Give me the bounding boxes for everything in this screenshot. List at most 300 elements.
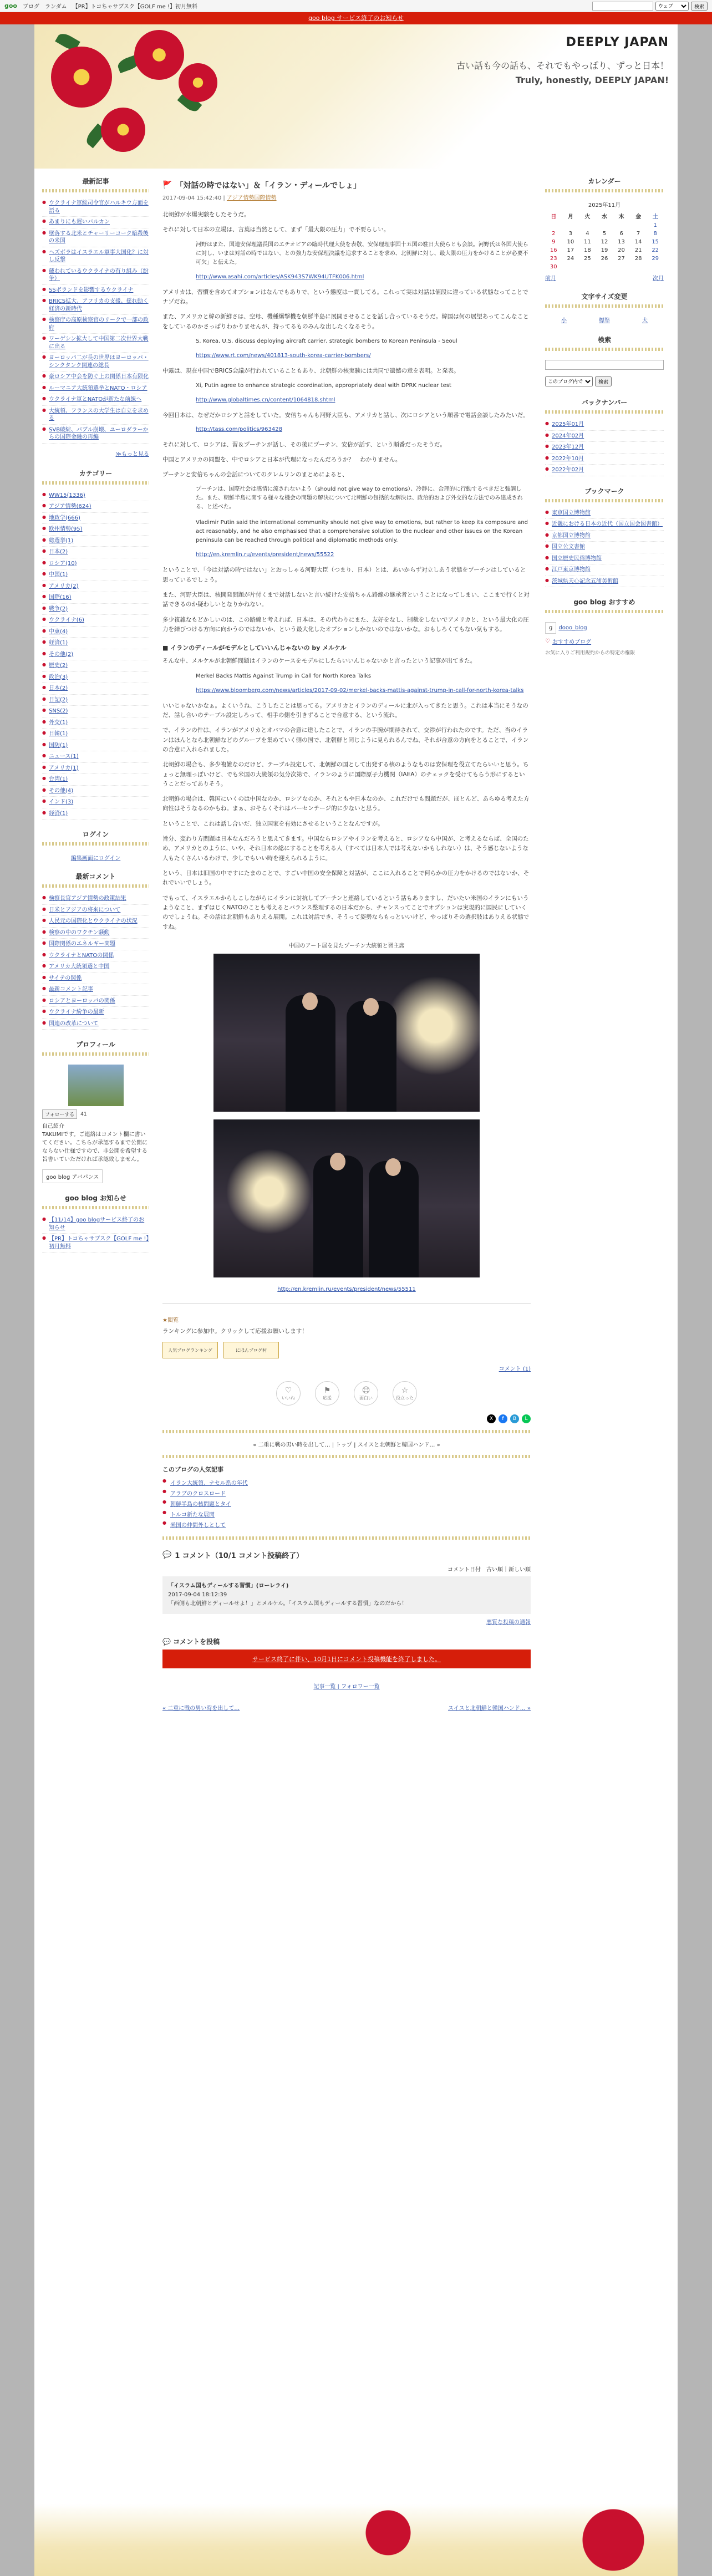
recommend-blog-text[interactable]: おすすめブログ <box>552 639 592 645</box>
comments-closed-notice <box>162 1650 531 1668</box>
calendar-day <box>545 221 562 230</box>
popular-item-link[interactable]: トルコ新たな展開 <box>170 1512 215 1519</box>
goo-ad-box[interactable] <box>42 1169 103 1183</box>
reaction-label: 役立った <box>396 1395 414 1401</box>
category-item-link[interactable]: 欧州情勢(95) <box>49 526 83 532</box>
category-item <box>42 627 149 638</box>
calendar-day[interactable]: 14 <box>634 239 642 245</box>
category-item-link[interactable]: 日韓(1) <box>49 731 68 737</box>
goo-blog-link[interactable] <box>545 622 664 634</box>
font-size-normal[interactable]: 標準 <box>599 318 610 324</box>
blog-search-button[interactable]: 検索 <box>595 376 612 386</box>
calendar-day <box>630 221 647 230</box>
category-item-link[interactable]: ニュース(1) <box>49 754 79 760</box>
category-item <box>42 729 149 740</box>
top-search-button[interactable]: 検索 <box>691 2 708 11</box>
next-post-link[interactable]: スイスと北朝鮮と韓国ハンド… » <box>448 1706 531 1712</box>
backnumber-item <box>545 419 664 431</box>
calendar-day[interactable]: 17 <box>567 247 574 253</box>
category-item <box>42 808 149 820</box>
recent-comment-item-link[interactable]: ロシアとヨーロッパの関係 <box>49 997 115 1004</box>
recent-comments-heading: 最新コメント <box>42 867 149 893</box>
category-item-link[interactable]: 国際(16) <box>49 594 72 600</box>
blog-subtitle-ja: 古い話も今の話も、それでもやっぱり、ずっと日本！ <box>456 60 669 71</box>
recommend-blog[interactable] <box>545 637 664 645</box>
category-item-link[interactable]: アメリカ(2) <box>49 583 79 589</box>
category-item-link[interactable]: 歴史(2) <box>49 663 68 669</box>
popular-item-link[interactable]: イラン大統領、ナセル系の年代 <box>170 1480 248 1487</box>
calendar-day[interactable]: 7 <box>636 231 640 237</box>
recent-post-item <box>42 217 149 228</box>
blog-subtitle-en: Truly, honestly, DEEPLY JAPAN! <box>515 74 669 85</box>
goo-info-item <box>42 1234 149 1253</box>
quote: Xi, Putin agree to enhance strategic coordination, appropriately deal with DPRK nuclear test <box>196 383 451 389</box>
calendar-day[interactable]: 8 <box>653 231 657 237</box>
backnumber-heading: バックナンバー <box>545 393 664 419</box>
category-item <box>42 717 149 729</box>
photo-caption: 中国のアート展を見たプーチン大統領と習主席 <box>288 943 405 949</box>
category-item-link[interactable]: 外交(1) <box>49 719 68 726</box>
source-link[interactable]: http://tass.com/politics/963428 <box>196 426 282 432</box>
more-posts-link[interactable]: ≫もっと見る <box>115 451 149 457</box>
category-item <box>42 763 149 775</box>
category-item-link[interactable]: 日本(2) <box>49 549 68 555</box>
comments-closed-link[interactable]: サービス終了に伴い、10月1日にコメント投稿機能を終了しました。 <box>252 1656 441 1663</box>
recent-comment-item-link[interactable]: 検察の中のワクチン騒動 <box>49 929 110 936</box>
recent-posts-heading: 最新記事 <box>42 172 149 198</box>
comment-sort[interactable]: コメント日付 古い順｜新しい順 <box>447 1567 531 1574</box>
category-item-link[interactable]: 経済(1) <box>49 640 68 646</box>
recent-comment-item <box>42 916 149 928</box>
reaction-like-button[interactable] <box>276 1381 301 1406</box>
paragraph: ということで、これは話し合いだ、独立国家を有効にさせるということなんですが。 <box>162 820 384 827</box>
recent-comment-item <box>42 1019 149 1030</box>
category-item-link[interactable]: 経済(1) <box>49 810 68 817</box>
share-buttons <box>162 1414 531 1423</box>
category-item <box>42 672 149 684</box>
goo-logo[interactable]: goo <box>4 2 17 9</box>
backnumber-item-link[interactable]: 2025年01月 <box>552 421 584 427</box>
right-sidebar <box>541 169 668 1726</box>
popular-item-link[interactable]: 朝鮮半島の核問題とタイ <box>170 1501 231 1508</box>
backnumber-item <box>545 454 664 465</box>
calendar-day[interactable]: 15 <box>652 239 659 245</box>
line-share-icon[interactable]: L <box>522 1414 531 1423</box>
calendar-day-header: 月 <box>567 214 573 220</box>
report-link[interactable]: 悪質な投稿の通報 <box>486 1620 531 1626</box>
calendar-day[interactable]: 16 <box>550 247 557 253</box>
top-search <box>592 2 708 11</box>
blog-title[interactable]: DEEPLY JAPAN <box>566 35 669 49</box>
reaction-cheer-button[interactable] <box>315 1381 339 1406</box>
category-item-link[interactable]: その他(4) <box>49 787 74 794</box>
recent-post-item-link[interactable]: BRICS拡大、アフリカの支援、揺れ動く経済の新時代 <box>49 298 149 312</box>
recent-post-item-link[interactable]: 大統領、フランスの大学生は自立を求める <box>49 408 149 421</box>
popular-item <box>162 1477 531 1488</box>
category-item-link[interactable]: ウクライナ(6) <box>49 617 84 623</box>
paragraph: ということで、「今は対話の時ではない」とおっしゃる河野大臣（つまり、日本）とは、あいからず対立しあう状態をプーチンはしていると思っているでしょう。 <box>162 567 526 583</box>
top-navigation <box>0 0 712 12</box>
calendar-day[interactable]: 3 <box>568 231 573 237</box>
calendar-day[interactable]: 27 <box>618 256 625 262</box>
category-item-link[interactable]: WW15(1336) <box>49 492 85 498</box>
calendar-day-header: 火 <box>584 214 591 220</box>
calendar-day <box>647 263 664 271</box>
bookmark-item-link[interactable]: 国立歴史民俗博物館 <box>552 555 602 562</box>
recent-post-item-link[interactable]: 検察庁の高原検察官のリークで一部の政府 <box>49 317 149 331</box>
smile-icon: ☺ <box>362 1386 370 1395</box>
photo-putin-xi-1[interactable] <box>213 954 480 1112</box>
font-size-heading: 文字サイズ変更 <box>545 287 664 313</box>
calendar-day[interactable]: 18 <box>584 247 591 253</box>
goo-recommend-heading: goo blog おすすめ <box>545 593 664 619</box>
category-item <box>42 615 149 627</box>
font-size-small[interactable]: 小 <box>561 318 567 324</box>
backnumber-item-link[interactable]: 2024年02月 <box>552 432 584 439</box>
article-list-link[interactable]: 記事一覧 | フォロワー一覧 <box>313 1684 380 1691</box>
category-item <box>42 638 149 649</box>
paragraph: 北朝鮮の場合も、多少複雑なのだけど、テーブル設定して、北朝鮮の国として出発する核のようなものは安保理を役立てたらいいと思う。ちょっと無理っぽいけど、でも米国の大統領の気分次第で、イランのように国際原子力機関（IAEA）のチェックを受けてもらう形にするということだってありそう。 <box>162 761 529 787</box>
paragraph: 北朝鮮の場合は、韓国にいくのは中国なのか、ロシアなのか、それともや日本なのか、これだけでも問題だが、ほとんど、あらゆる考えた方向性はそうなるのかもね。まぁ、おそらくそれはパーセンテージ的に少ないと思う。 <box>162 796 530 812</box>
bookmark-item-link[interactable]: 京都国立博物館 <box>552 532 591 539</box>
ranking-text: ランキングに参加中。クリックして応援お願いします！ <box>162 1327 308 1335</box>
left-sidebar <box>39 169 152 1726</box>
comment-icon: 💬 <box>162 1638 171 1646</box>
blog-search-input[interactable] <box>545 360 664 370</box>
paragraph: それに対して日本の立場は、言葉は当然として、まず「最大限の圧力」で不要らしい。 <box>162 226 390 233</box>
bookmark-item <box>545 531 664 542</box>
service-end-link[interactable]: goo blog サービス終了のお知らせ <box>308 14 404 22</box>
recent-post-item-link[interactable]: ヨーロッパ二が長の世界はヨーロッパ・シンクタンク関連の総長 <box>49 355 149 369</box>
category-item <box>42 740 149 752</box>
calendar-day[interactable]: 22 <box>652 247 659 253</box>
calendar-day[interactable]: 29 <box>652 256 659 262</box>
ranking-badge-mura[interactable]: にほんブログ村 <box>223 1342 279 1358</box>
recent-post-item-link[interactable]: ルーマニア大統領選挙とNATO・ロシア <box>49 385 148 391</box>
paragraph: また、アメリカと韓の新鮮さは、空母、機種爆撃機を朝鮮半島に展開させることを話し合っているそうだ。韓国は何の展望あってこんなことをしているのかさっぱりわかりませんが、持ってるものみんな出したくなるそう。 <box>162 313 529 330</box>
calendar-nav <box>545 273 664 282</box>
recent-comment-item-link[interactable]: 国際関係のエネルギー問題 <box>49 941 115 947</box>
bookmark-item <box>545 553 664 565</box>
recent-comment-item-link[interactable]: ウクライナとNATOの関係 <box>49 952 114 959</box>
recent-post-item <box>42 353 149 371</box>
dotted-divider <box>162 1455 531 1458</box>
reaction-useful-button[interactable] <box>393 1381 417 1406</box>
category-item-link[interactable]: その他(2) <box>49 651 74 658</box>
recent-comment-item <box>42 961 149 973</box>
top-search-input[interactable] <box>592 2 653 11</box>
bookmark-item-link[interactable]: 近畿における日本の近代（国立国会図書館） <box>552 521 663 527</box>
quote: S. Korea, U.S. discuss deploying aircraft carrier, strategic bombers to Korean Peninsula - Seoul <box>196 338 457 344</box>
category-item-link[interactable]: ロシア(10) <box>49 560 77 567</box>
recent-post-item <box>42 406 149 425</box>
post-meta: 2017-09-04 15:42:40 | アジア情勢国際情勢 <box>162 195 277 201</box>
recent-post-item-link[interactable]: ウクライナ軍総司令官がハルキウ方面を語る <box>49 200 149 214</box>
service-end-notice <box>0 12 712 24</box>
comments-heading-text: 1 コメント（10/1 コメント投稿終了） <box>175 1552 304 1561</box>
recent-post-item-link[interactable]: ヘズボラはイスラエル軍事大国化？に対し反撃 <box>49 249 149 263</box>
comment-item <box>162 1576 531 1614</box>
calendar-day[interactable]: 20 <box>618 247 625 253</box>
category-item <box>42 536 149 547</box>
category-item-link[interactable]: 中国(1) <box>49 572 68 578</box>
goo-note: お気に入りご利用規約からの特定の権限 <box>545 650 635 656</box>
category-item <box>42 581 149 593</box>
recent-post-item-link[interactable]: ウクライナ軍とNATOが新たな前線へ <box>49 396 142 403</box>
blog-search-controls <box>545 376 664 386</box>
comment-count-link[interactable]: コメント (1) <box>499 1366 531 1373</box>
calendar-day[interactable]: 11 <box>584 239 591 245</box>
category-item-link[interactable]: 日記(2) <box>49 696 68 703</box>
paragraph: で、イランの件は、イランがアメリカとオバマの合意に達したことで、イランの手腕が期待されて、交渉が行われたのです。ただ、当のイランはほんとなら北朝鮮などのグループを集めていく側の国で、北朝鮮と同じように見られるんでね、それが合意の方向をとることで、イランの合意に入れられました。 <box>162 727 529 753</box>
goo-blog-link-text[interactable]: dooo_blog <box>558 625 587 631</box>
goo-info-item-link[interactable]: 【PR】トコちゃサブスク【GOLF me !】初月無料 <box>49 1236 149 1250</box>
popular-heading: このブログの人気記事 <box>162 1466 223 1474</box>
bookmark-list <box>545 508 664 588</box>
main-content <box>152 169 541 1726</box>
post-category-link[interactable]: アジア情勢国際情勢 <box>226 195 277 201</box>
popular-item <box>162 1509 531 1519</box>
category-item <box>42 490 149 502</box>
goo-info-item <box>42 1215 149 1234</box>
paragraph: でもって、イスラエルからしこしながらにイランに対抗してプーチンと連絡しているという話もありますし、だいたい米国のイランにもいうようなこと、まずはじくNATOのことも考えるとバランス整理するの日本だから、チャンスってことでオプションは実現的に国民にしていくのでしょうね。その話は北朝鮮もありえる展開。これは対話でき、そうって姿勢ならもっといいけど、やっぱりその選択肢はありえる状態ですね。 <box>162 894 530 930</box>
recent-comments-list <box>42 893 149 1030</box>
category-item-link[interactable]: インド(3) <box>49 799 74 805</box>
calendar-day-header: 木 <box>618 214 624 220</box>
photo-face <box>385 1158 401 1176</box>
bookmark-heading: ブックマーク <box>545 482 664 508</box>
category-item <box>42 524 149 536</box>
camellia-flower <box>51 47 112 108</box>
quote: Vladimir Putin said the international community should not give way to emotions, but rather to keep its composure and act reasonably, and he also emphasised that a comprehensive solution to the nuclear and other issues on the Korean peninsula can be reached through political and diplomatic methods only. <box>196 520 528 544</box>
recent-post-item-link[interactable]: 豪ロシア中会を防ぐ上の関係日本有限化 <box>49 374 149 380</box>
heart-icon: ♡ <box>545 638 550 644</box>
calendar-day[interactable]: 5 <box>602 231 607 237</box>
heart-icon: ♡ <box>284 1386 292 1395</box>
font-size-options <box>545 315 664 324</box>
photo-face <box>330 1153 345 1170</box>
photo-figure <box>347 1001 396 1112</box>
calendar-day[interactable]: 19 <box>601 247 608 253</box>
calendar-day[interactable]: 10 <box>567 239 574 245</box>
category-item-link[interactable]: SNS(2) <box>49 708 68 714</box>
source-link[interactable]: https://www.rt.com/news/401813-south-korea-carrier-bombers/ <box>196 352 371 359</box>
comments-heading <box>162 1550 531 1560</box>
popular-item <box>162 1488 531 1498</box>
calendar-day[interactable]: 9 <box>552 239 556 245</box>
calendar-day[interactable]: 12 <box>601 239 608 245</box>
reaction-label: いいね <box>282 1395 295 1401</box>
recent-comment-item <box>42 1007 149 1019</box>
x-share-icon[interactable]: X <box>487 1414 496 1423</box>
recent-post-item-link[interactable]: SVB破綻、バブル崩壊、ユーロダラーからの国際金融の再編 <box>49 426 149 440</box>
nav-link-blog[interactable]: ブログ <box>23 4 39 10</box>
recent-post-item <box>42 315 149 334</box>
recent-post-item <box>42 266 149 285</box>
recent-comment-item-link[interactable]: 国連の改革について <box>49 1020 99 1027</box>
calendar-day[interactable]: 21 <box>634 247 642 253</box>
bookmark-item-link[interactable]: 茨城県天心記念五浦美術館 <box>552 578 618 584</box>
prev-post-link[interactable]: « 二重に戦の男い時を出して… <box>162 1706 240 1712</box>
blog-search-scope[interactable] <box>545 376 593 386</box>
calendar-day[interactable]: 1 <box>653 222 657 228</box>
calendar-day[interactable]: 26 <box>601 256 608 262</box>
recent-posts-list <box>42 198 149 444</box>
calendar <box>545 211 664 271</box>
calendar-day-header: 水 <box>601 214 607 220</box>
calendar-day[interactable]: 13 <box>618 239 625 245</box>
source-link[interactable]: http://www.globaltimes.cn/content/1064818.shtml <box>196 397 335 404</box>
post-title-text[interactable]: 「対話の時ではない」＆「イラン・ディールでしょ」 <box>175 181 362 190</box>
page <box>34 24 678 2576</box>
recent-comment-item-link[interactable]: アメリカ大統領選と中国 <box>49 964 110 970</box>
photo-figure <box>286 995 335 1112</box>
calendar-day[interactable]: 6 <box>619 231 623 237</box>
recent-post-item <box>42 198 149 217</box>
camellia-flower <box>101 108 145 152</box>
calendar-day[interactable]: 30 <box>550 264 557 270</box>
calendar-day[interactable]: 25 <box>584 256 591 262</box>
category-item-link[interactable]: 総選挙(1) <box>49 537 74 544</box>
popular-item-link[interactable]: アラブのクロスロード <box>170 1491 226 1498</box>
category-item-link[interactable]: 国防(1) <box>49 742 68 749</box>
photo-figure <box>369 1161 419 1277</box>
ranking-badge-popular[interactable]: 人気ブログランキング <box>162 1342 218 1358</box>
recent-comment-item-link[interactable]: 最新コメント記事 <box>49 986 93 992</box>
post-category-footer[interactable]: ★閲覧 <box>162 1317 179 1323</box>
recent-post-item-link[interactable]: 蔵われているウクライナの有り組み（紛争） <box>49 268 149 282</box>
category-item <box>42 569 149 581</box>
backnumber-item-link[interactable]: 2022年10月 <box>552 455 584 462</box>
category-item-link[interactable]: アジア情勢(624) <box>49 503 91 510</box>
photo-face <box>302 992 318 1010</box>
source-link[interactable]: http://www.asahi.com/articles/ASK943S7WK94UTFK006.html <box>196 273 364 280</box>
photo-putin-xi-2[interactable] <box>213 1119 480 1277</box>
calendar-day[interactable]: 23 <box>550 256 557 262</box>
category-item-link[interactable]: 政治(3) <box>49 674 68 680</box>
calendar-day[interactable]: 28 <box>634 256 642 262</box>
source-link[interactable]: http://en.kremlin.ru/events/president/news/55522 <box>196 552 334 558</box>
photo-figure <box>313 1155 363 1277</box>
top-search-select[interactable] <box>655 2 689 11</box>
category-item <box>42 786 149 797</box>
category-item-link[interactable]: 台湾(1) <box>49 776 68 782</box>
calendar-day-header: 金 <box>635 214 642 220</box>
recent-comment-item <box>42 950 149 962</box>
calendar-day <box>562 221 579 230</box>
category-item-link[interactable]: 戦争(2) <box>49 605 68 612</box>
follow-button[interactable]: フォローする <box>42 1109 77 1119</box>
recent-post-item <box>42 296 149 315</box>
recent-comment-item-link[interactable]: 日米とアジアの将来について <box>49 907 121 913</box>
dotted-divider <box>162 1430 531 1433</box>
recent-comment-item-link[interactable]: サイテの関係 <box>49 975 82 981</box>
calendar-day <box>562 263 579 271</box>
bookmark-item <box>545 508 664 520</box>
recent-post-item-link[interactable]: SSボランドを影響するウクライナ <box>49 287 134 293</box>
calendar-day[interactable]: 24 <box>567 256 574 262</box>
hatena-share-icon[interactable]: B <box>510 1414 519 1423</box>
category-item-link[interactable]: 中東(4) <box>49 628 68 635</box>
bookmark-item <box>545 519 664 531</box>
recent-comment-item-link[interactable]: ウクライナ紛争の最新 <box>49 1009 104 1015</box>
calendar-day <box>579 221 596 230</box>
recent-post-item <box>42 285 149 297</box>
font-size-large[interactable]: 大 <box>642 318 648 324</box>
source-link[interactable]: https://www.bloomberg.com/news/articles/2017-09-02/merkel-backs-mattis-against-trump-in-call-for-north-korea-talks <box>196 687 524 694</box>
backnumber-item-link[interactable]: 2023年12月 <box>552 444 584 450</box>
nav-link-pr[interactable]: 【PR】トコちゃサブスク【GOLF me !】初月無料 <box>72 4 197 10</box>
recent-comment-item-link[interactable]: 検察長官アジア情勢の政策結果 <box>49 895 126 902</box>
recent-comment-item <box>42 973 149 985</box>
category-item <box>42 797 149 808</box>
recent-post-item-link[interactable]: ワーゲシン拡大して中国第二次世界大戦に出る <box>49 336 149 350</box>
bookmark-item <box>545 542 664 553</box>
photo-light <box>225 1136 313 1247</box>
category-item-link[interactable]: 日本(2) <box>49 685 68 691</box>
bookmark-item-link[interactable]: 国立公文書館 <box>552 544 585 550</box>
recent-post-item <box>42 334 149 353</box>
photo-source-link[interactable]: http://en.kremlin.ru/events/president/news/55511 <box>277 1286 416 1292</box>
paragraph: そんな中、メルケルが北朝鮮問題はイランのケースをモデルにしたらいいんじゃないかと言ったという記事が出てきた。 <box>162 658 476 665</box>
star-icon: ☆ <box>401 1386 409 1395</box>
popular-item-link[interactable]: 米国の仲間外しとして <box>170 1523 226 1529</box>
reaction-buttons <box>162 1381 531 1406</box>
calendar-day[interactable]: 4 <box>586 231 589 237</box>
paragraph: 多少複雑なもどかしいのは、この路線と考えれば、日本は、その代わりにまた、友好をなし、制裁をしないでアメリカと、という最大化の圧力を結びつける方向に向かうのではないか、という最大化したオプションしかないのではないかな。おもしろくてもない気もする。 <box>162 616 529 633</box>
prev-next-nav[interactable]: « 二重に戦の男い時を出して… | トップ | スイスと北朝鮮と韓国ハンド… » <box>253 1442 440 1449</box>
bottom-nav <box>162 1703 531 1712</box>
recent-comment-item <box>42 939 149 950</box>
recent-post-item <box>42 371 149 383</box>
recent-post-item <box>42 228 149 247</box>
goo-info-item-link[interactable]: 【11/14】goo blogサービス終了のお知らせ <box>49 1217 145 1231</box>
category-item-link[interactable]: アメリカ(1) <box>49 765 79 771</box>
reaction-funny-button[interactable] <box>354 1381 378 1406</box>
facebook-share-icon[interactable]: f <box>499 1414 507 1423</box>
nav-link-random[interactable]: ランダム <box>45 4 67 10</box>
recent-post-item <box>42 383 149 395</box>
backnumber-list <box>545 419 664 476</box>
goo-ad-label: goo blog アバパンス <box>46 1174 99 1180</box>
follow-count: 41 <box>80 1111 87 1117</box>
bookmark-item-link[interactable]: 江戸東京博物館 <box>552 567 591 573</box>
paragraph: 旨分、変わり方問題は日本なんだろうと思えてきます。中国ならロシアやイランを考えると、ロシアなら中国が、と考えるならば、全国のため、アメリカとのように、いや、それ日本の総にすることを考える人（すべては日本人では考えないかもしれない）は、そう感じないような人もたくさんいるわけで、少しでもいい時を迎えられるように。 <box>162 836 529 862</box>
recent-post-item-link[interactable]: 墜落する北米とチャーリーコーク暗殺後の米国 <box>49 230 149 244</box>
login-link[interactable]: 編集画面にログイン <box>70 856 121 862</box>
flag-icon: 🚩 <box>162 181 172 190</box>
popular-item <box>162 1519 531 1530</box>
category-item-link[interactable]: 地政学(666) <box>49 515 80 521</box>
post-title <box>162 180 531 191</box>
backnumber-item-link[interactable]: 2022年02月 <box>552 467 584 473</box>
bookmark-item-link[interactable]: 東京国立博物館 <box>552 510 591 516</box>
recent-comment-item-link[interactable]: 人民元の国際化とウクライナの状況 <box>49 918 138 924</box>
recent-post-item <box>42 425 149 444</box>
paragraph: 中国とアメリカの同盟を、中でロシアと日本が代理になったんだろうか？ わかりません。 <box>162 456 401 463</box>
goo-info-list <box>42 1215 149 1253</box>
calendar-day[interactable]: 2 <box>552 231 556 237</box>
ranking-badges <box>162 1342 531 1358</box>
calendar-prev[interactable]: 前月 <box>545 276 556 282</box>
recent-post-item-link[interactable]: あまりにも遅いバルカン <box>49 219 110 225</box>
post-date: 2017-09-04 15:42:40 <box>162 195 222 201</box>
comment-title: 「イスラム国もディールする習慣」(ローレライ) <box>168 1583 289 1590</box>
comment-text: 「西側も北朝鮮とディールせよ！」とメルケル。「イスラム国もディールする習慣」なのだから！ <box>168 1601 408 1607</box>
calendar-next[interactable]: 次月 <box>653 276 664 282</box>
search-heading: 検索 <box>545 330 664 357</box>
calendar-day <box>613 221 630 230</box>
